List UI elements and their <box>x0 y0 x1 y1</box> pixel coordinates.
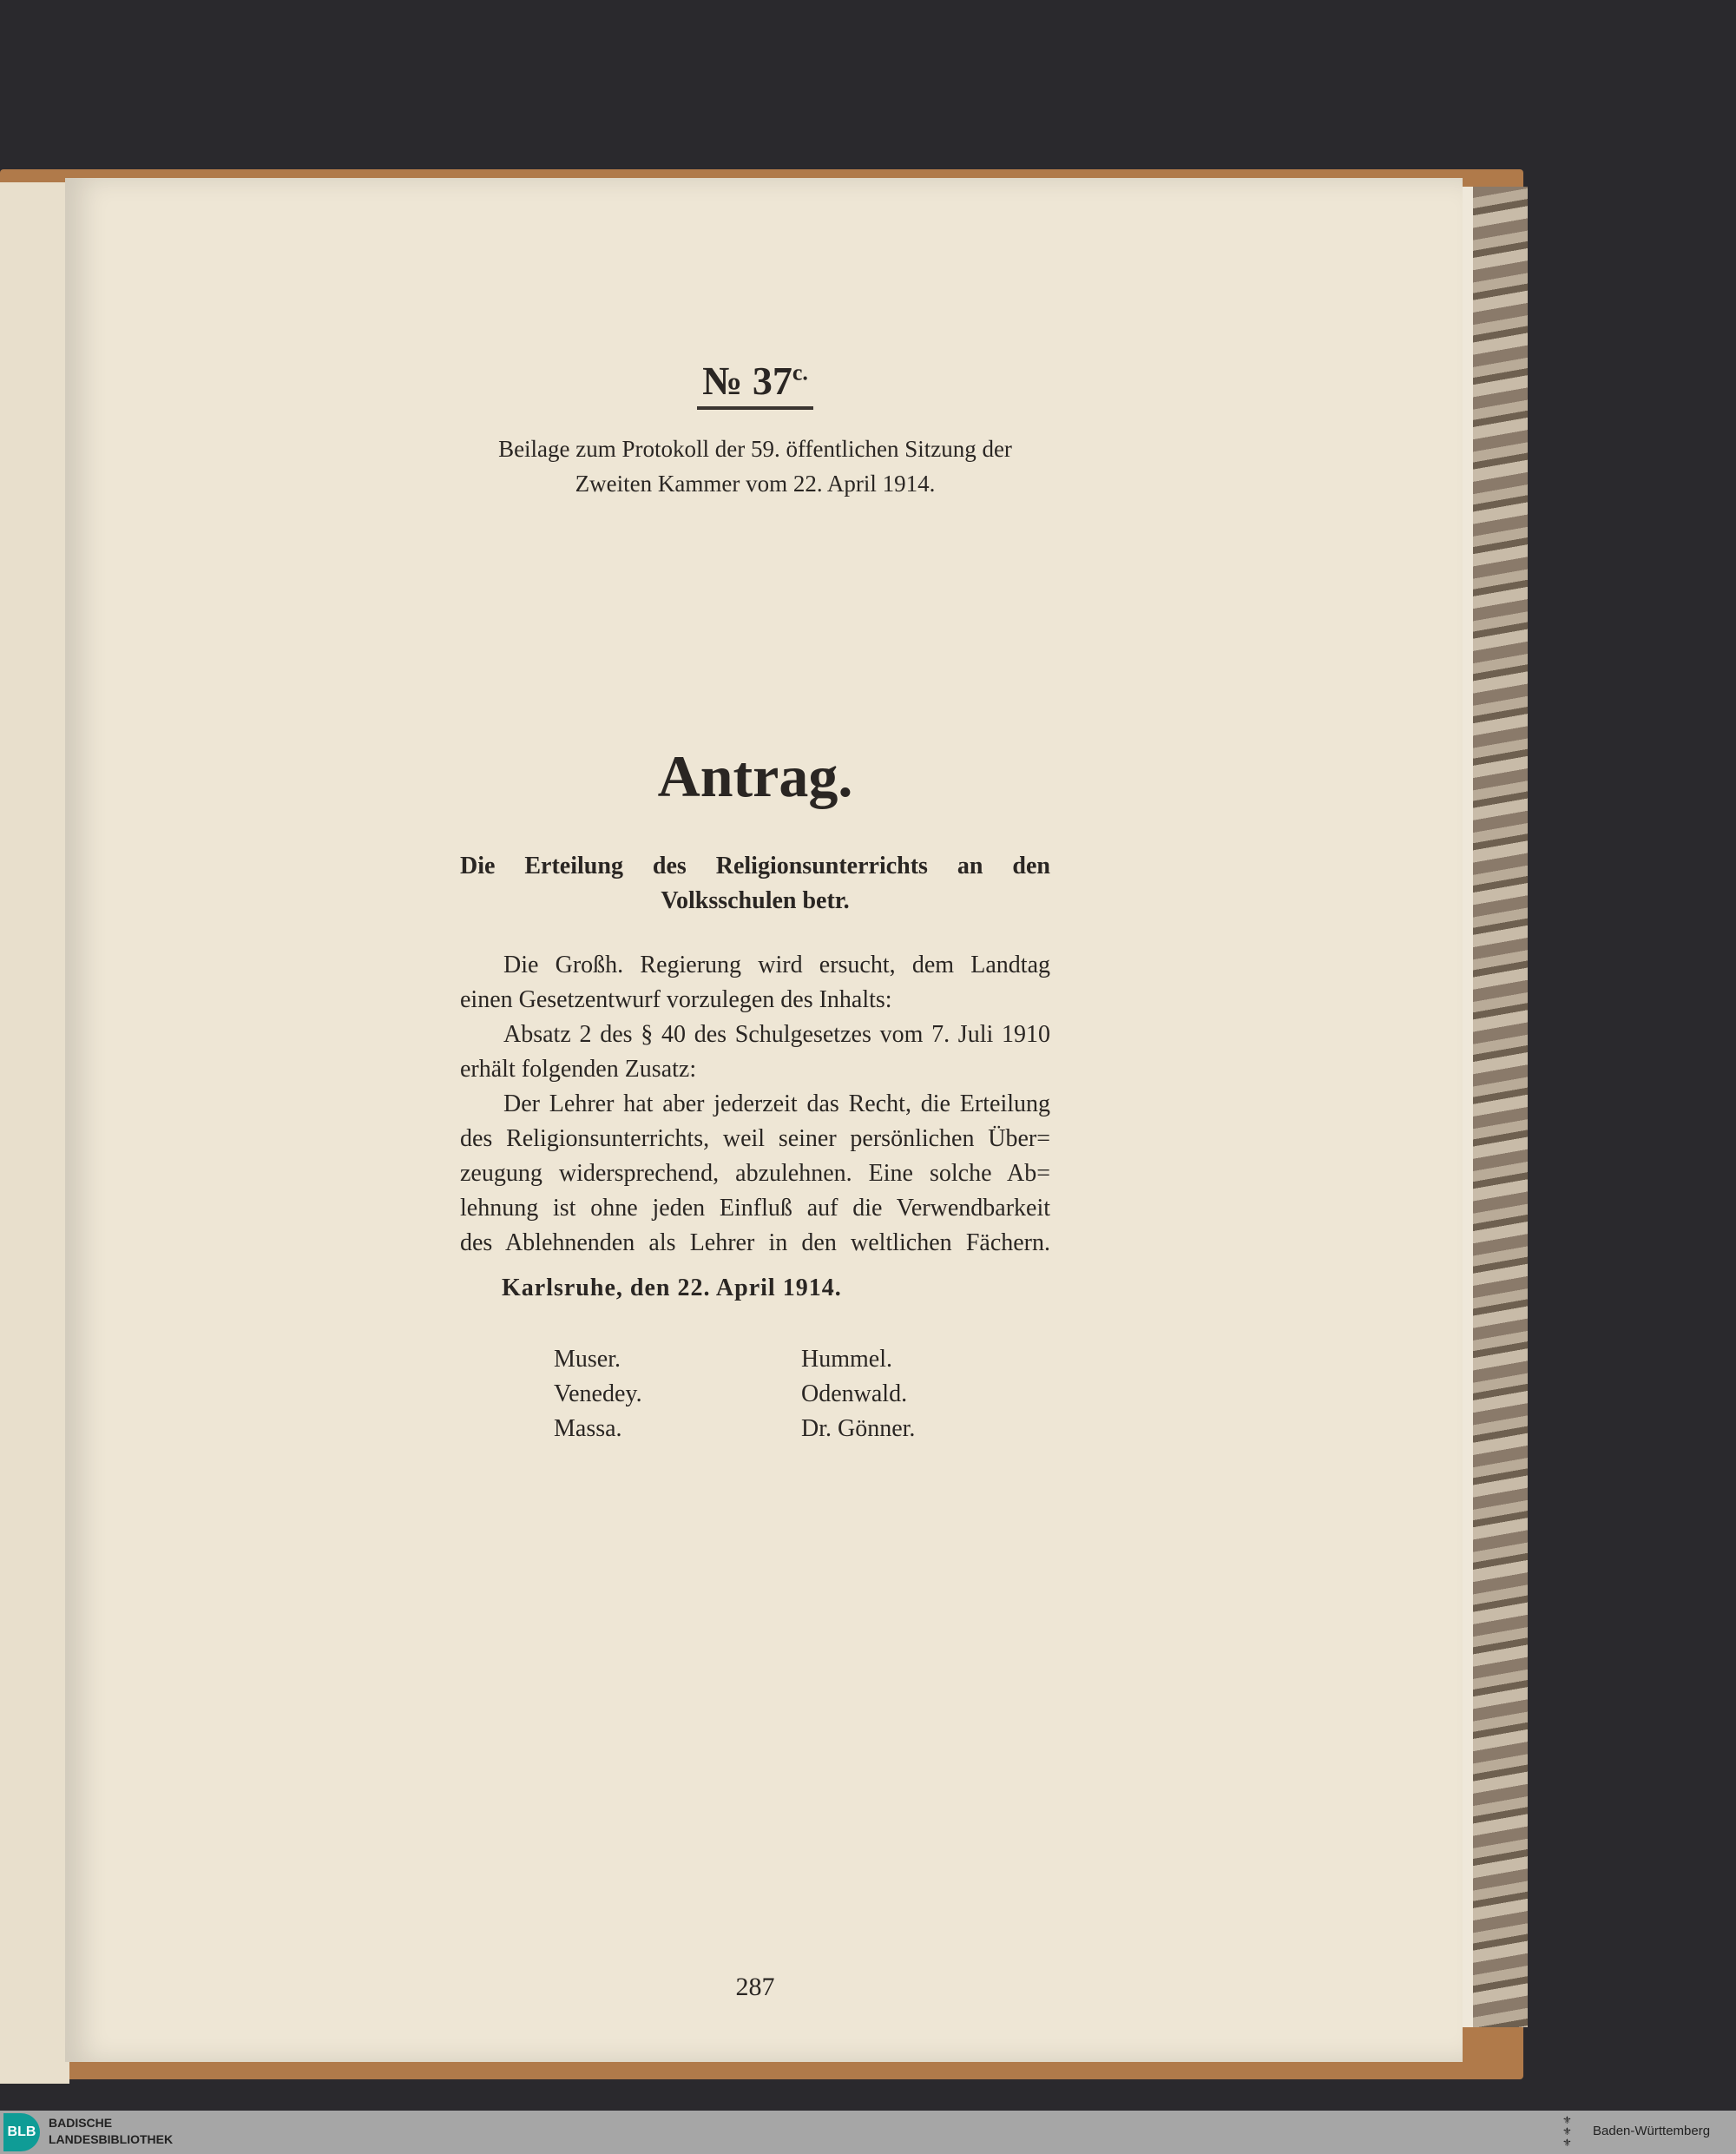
number-suffix: c. <box>792 359 808 385</box>
body-line: einen Gesetzentwurf vorzulegen des Inhalts: <box>460 986 892 1013</box>
place-date: Karlsruhe, den 22. April 1914. <box>502 1275 842 1301</box>
library-name-line1: BADISCHE <box>49 2116 113 2130</box>
subtitle-line: Zweiten Kammer vom 22. April 1914. <box>575 471 936 497</box>
body-line: zeugung widersprechend, abzulehnen. Eine solche Ab= <box>460 1160 1050 1187</box>
state-name[interactable]: Baden-Württemberg <box>1593 2124 1711 2138</box>
body-line: Die Großh. Regierung wird ersucht, dem Landtag <box>503 952 1050 978</box>
document-number <box>0 358 1510 404</box>
signatory: Hummel. <box>801 1346 892 1373</box>
body-line: des Ablehnenden als Lehrer in den weltlichen Fächern. <box>460 1229 1050 1256</box>
page-number: 287 <box>735 1973 775 2001</box>
blb-logo[interactable] <box>3 2113 40 2151</box>
body-line: Der Lehrer hat aber jederzeit das Recht, die Erteilung <box>503 1090 1050 1117</box>
signatory: Odenwald. <box>801 1380 908 1407</box>
body-line: des Religionsunterrichts, weil seiner persönlichen Über= <box>460 1125 1050 1152</box>
signatory: Muser. <box>554 1346 621 1373</box>
heading-line: Die Erteilung des Religionsunterrichts an den <box>460 853 1050 879</box>
document-title: Antrag. <box>657 743 853 809</box>
library-name-line2: LANDESBIBLIOTHEK <box>49 2132 174 2146</box>
number-text: № 37 <box>702 359 792 403</box>
blb-logo-text: BLB <box>7 2124 36 2139</box>
body-line: Absatz 2 des § 40 des Schulgesetzes vom 7. Juli 1910 <box>503 1021 1050 1048</box>
body-line: lehnung ist ohne jeden Einfluß auf die Verwendbarkeit <box>460 1195 1050 1222</box>
signatory: Venedey. <box>554 1380 642 1407</box>
heading-line: Volksschulen betr. <box>661 887 850 914</box>
subtitle-line: Beilage zum Protokoll der 59. öffentlichen Sitzung der <box>498 436 1012 462</box>
lions-crest-icon: ⚜ ⚜ ⚜ <box>1562 2114 1572 2149</box>
signatory: Dr. Gönner. <box>801 1415 916 1442</box>
body-line: erhält folgenden Zusatz: <box>460 1056 697 1083</box>
footer-bar <box>0 2111 1736 2154</box>
signatory: Massa. <box>554 1415 622 1442</box>
marbled-edge <box>1467 187 1528 2027</box>
left-page-edge <box>0 182 69 2084</box>
